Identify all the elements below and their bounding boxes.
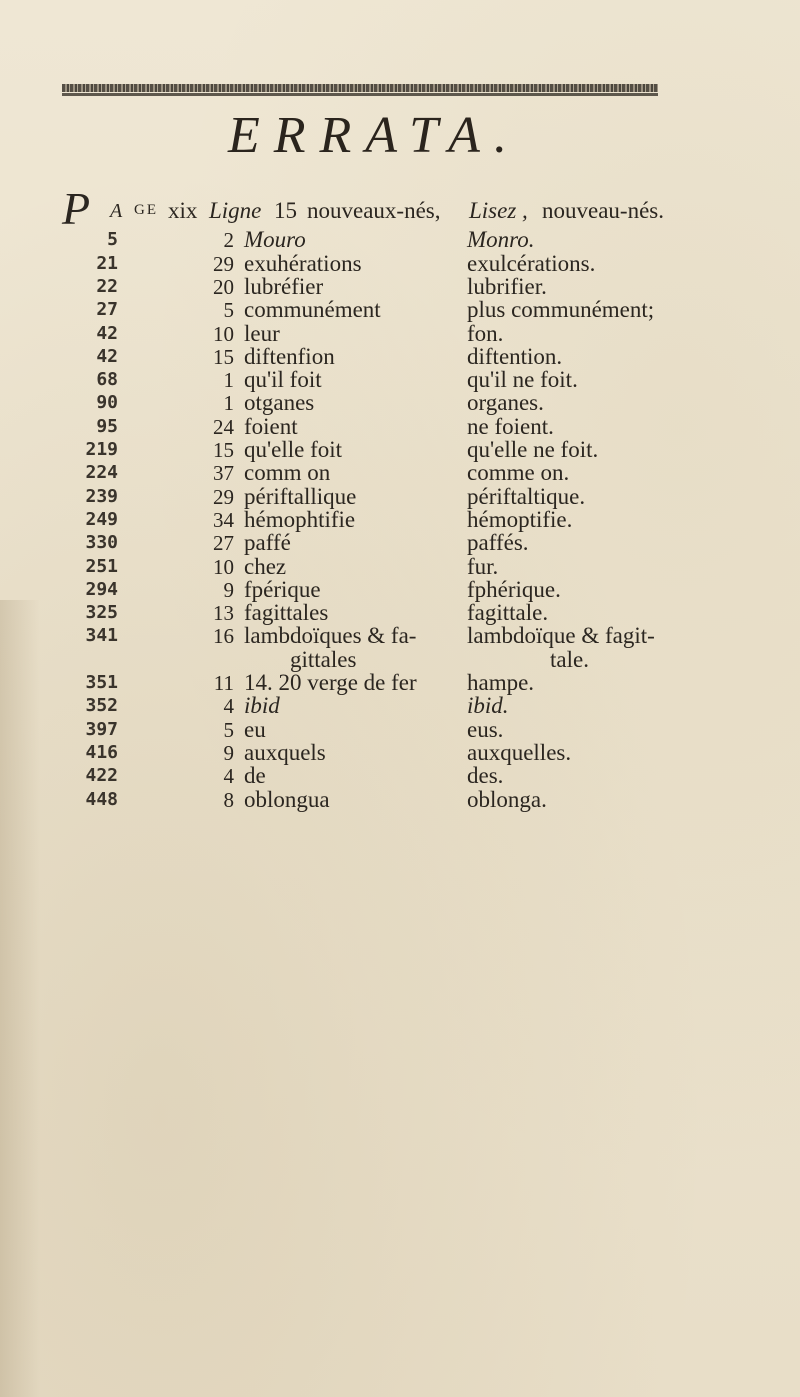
row-page-number: 224 [85,462,118,483]
row-page-number: 330 [85,532,118,553]
row-erroneous-text: otganes [244,390,315,415]
row-line-number: 10 [213,322,234,346]
row-erroneous-text: qu'elle foit [244,437,343,462]
header-lisez: Lisez , [469,198,528,223]
row-line-number: 4 [223,764,234,788]
row-page-number: 325 [85,602,118,623]
row-line-number: 9 [223,741,234,765]
errata-row [0,671,800,695]
row-corrected-text: qu'il ne foit. [467,367,578,392]
row-page-number: 42 [96,346,118,367]
errata-row [0,322,800,346]
header-ligne-label: Ligne [209,198,262,223]
row-page-number: 68 [96,369,118,390]
row-page-number: 351 [85,672,118,693]
errata-row [0,345,800,369]
row-line-number: 5 [223,718,234,742]
errata-row-continuation [0,648,800,672]
row-line-number: 29 [213,252,234,276]
row-corrected-text: paffés. [467,530,529,555]
errata-row [0,275,800,299]
drop-cap: P [62,183,91,234]
border-rule [62,93,658,96]
errata-row [0,228,800,252]
row-corrected-text: hampe. [467,670,535,695]
errata-row [0,555,800,579]
row-erroneous-text: lambdoïques & fa- [244,623,417,648]
decorative-border [62,82,658,102]
row-page-number: 397 [85,719,118,740]
row-corrected-text: diftention. [467,344,563,369]
row-corrected-text: fagittale. [467,600,549,625]
row-corrected-text: ne foient. [467,414,554,439]
page-title: ERRATA. [228,107,521,164]
header-wrong-text: nouveaux-nés, [307,198,441,223]
errata-row [0,601,800,625]
row-line-number: 9 [223,578,234,602]
row-erroneous-text: exuhérations [244,251,362,276]
errata-row [0,298,800,322]
row-page-number: 352 [85,695,118,716]
row-erroneous-text: ibid [244,693,280,718]
row-line-number: 1 [223,391,234,415]
row-line-number: 34 [213,508,234,532]
errata-row [0,508,800,532]
row-erroneous-text: 14. 20 verge de fer [244,670,417,695]
errata-row [0,438,800,462]
row-erroneous-text: comm on [244,460,331,485]
errata-row [0,461,800,485]
row-corrected-text: fon. [467,321,504,346]
errata-row [0,252,800,276]
row-erroneous-text: périftallique [244,484,357,509]
row-line-number: 10 [213,555,234,579]
row-corrected-text: comme on. [467,460,570,485]
row-corrected-text: lambdoïque & fagit- [467,623,655,648]
row-page-number: 249 [85,509,118,530]
errata-row [0,764,800,788]
row-page-number: 422 [85,765,118,786]
row-corrected-text: fphérique. [467,577,561,602]
header-line-number: 15 [274,198,297,223]
row-erroneous-text: qu'il foit [244,367,322,392]
errata-row [0,624,800,648]
errata-row [0,788,800,812]
row-page-number: 95 [96,416,118,437]
row-line-number: 5 [223,298,234,322]
errata-row [0,718,800,742]
border-band [62,84,658,92]
errata-row [0,368,800,392]
row-page-number: 239 [85,486,118,507]
row-erroneous-text: oblongua [244,787,330,812]
row-erroneous-text: communément [244,297,381,322]
row-erroneous-text: lubréfier [244,274,324,299]
row-erroneous-text: Mouro [244,227,306,252]
row-erroneous-text: leur [244,321,280,346]
row-page-number: 219 [85,439,118,460]
row-page-number: 90 [96,392,118,413]
row-erroneous-text: auxquels [244,740,326,765]
row-corrected-text: ibid. [467,693,509,718]
errata-row [0,391,800,415]
row-erroneous-text: fagittales [244,600,329,625]
drop-cap-tail: A [110,200,123,222]
row-erroneous-continuation: gittales [290,647,357,672]
row-page-number: 21 [96,253,118,274]
row-line-number: 27 [213,531,234,555]
row-corrected-text: fur. [467,554,499,579]
row-line-number: 15 [213,438,234,462]
header-page-number: xix [168,198,198,223]
row-corrected-text: oblonga. [467,787,547,812]
row-line-number: 11 [213,671,234,695]
header-correct-text: nouveau-nés. [542,198,664,223]
row-corrected-text: Monro. [467,227,535,252]
row-line-number: 8 [223,788,234,812]
row-corrected-text: organes. [467,390,544,415]
row-corrected-text: des. [467,763,504,788]
row-corrected-text: périftaltique. [467,484,586,509]
errata-row [0,578,800,602]
row-line-number: 1 [223,368,234,392]
row-erroneous-text: diftenfion [244,344,335,369]
row-erroneous-text: paffé [244,530,291,555]
row-line-number: 15 [213,345,234,369]
row-erroneous-text: foient [244,414,298,439]
row-erroneous-text: chez [244,554,287,579]
row-line-number: 16 [213,624,234,648]
row-page-number: 5 [107,229,118,250]
row-corrected-text: qu'elle ne foit. [467,437,599,462]
row-erroneous-text: de [244,763,266,788]
errata-row [0,694,800,718]
row-page-number: 294 [85,579,118,600]
errata-row [0,415,800,439]
row-line-number: 29 [213,485,234,509]
row-corrected-text: auxquelles. [467,740,572,765]
row-line-number: 20 [213,275,234,299]
row-corrected-text: hémoptifie. [467,507,573,532]
row-page-number: 27 [96,299,118,320]
row-corrected-text: exulcérations. [467,251,596,276]
row-line-number: 37 [213,461,234,485]
row-page-number: 341 [85,625,118,646]
row-line-number: 24 [213,415,234,439]
row-page-number: 22 [96,276,118,297]
row-line-number: 2 [223,228,234,252]
errata-header-line [62,183,782,234]
errata-row [0,485,800,509]
row-line-number: 4 [223,694,234,718]
row-page-number: 416 [85,742,118,763]
row-corrected-text: eus. [467,717,504,742]
row-erroneous-text: eu [244,717,266,742]
errata-row [0,741,800,765]
row-page-number: 251 [85,556,118,577]
row-corrected-text: lubrifier. [467,274,547,299]
row-corrected-continuation: tale. [550,647,589,672]
row-erroneous-text: fpérique [244,577,321,602]
row-page-number: 42 [96,323,118,344]
header-ge: GE [134,202,158,218]
row-page-number: 448 [85,789,118,810]
row-line-number: 13 [213,601,234,625]
errata-row [0,531,800,555]
row-erroneous-text: hémophtifie [244,507,356,532]
row-corrected-text: plus communément; [467,297,655,322]
